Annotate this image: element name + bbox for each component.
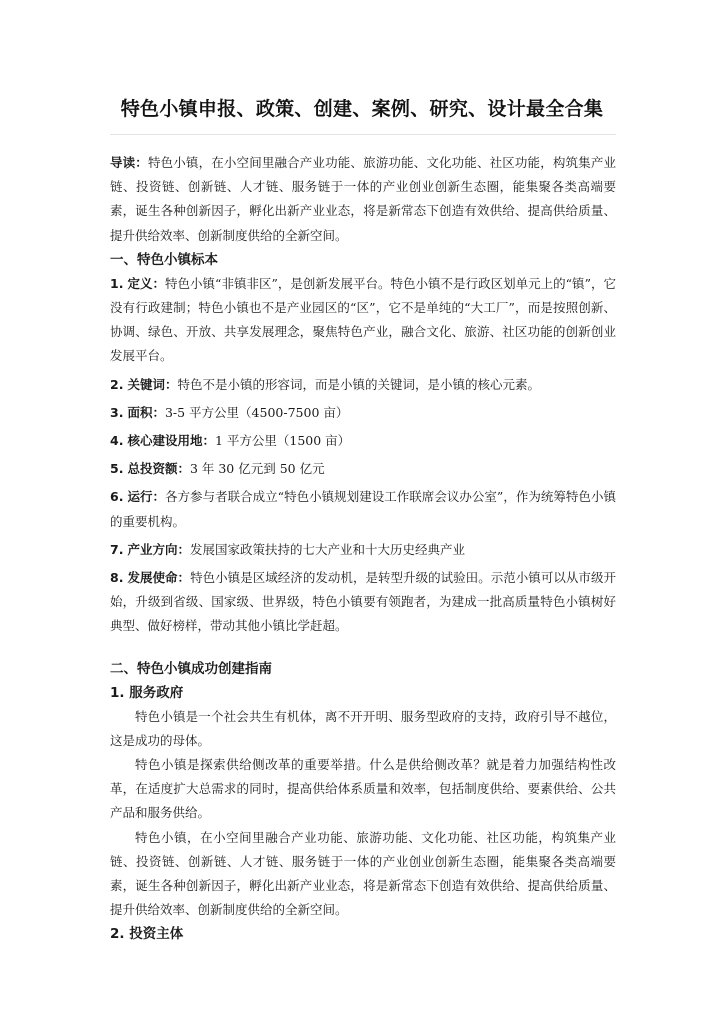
- item-text: 发展国家政策扶持的七大产业和十大历史经典产业: [189, 541, 465, 557]
- item-label: 运行：: [127, 489, 166, 505]
- item-label: 面积：: [127, 404, 165, 420]
- item-text: 1 平方公里（1500 亩）: [214, 433, 351, 449]
- item-text: 特色小镇“非镇非区”，是创新发展平台。特色小镇不是行政区划单元上的“镇”，它没有行政建制；特色小镇也不是产业园区的“区”，它不是单纯的“大工厂”，而是按照创新、协调、绿色、开放、共享发展理念，聚焦特色产业，融合文化、旅游、社区功能的创新创业发展平台。: [110, 275, 616, 364]
- item-number: 5.: [110, 461, 124, 477]
- item-number: 3.: [110, 404, 124, 420]
- list-item: [110, 566, 616, 639]
- list-item: [110, 373, 616, 397]
- item-number: 7.: [110, 541, 124, 557]
- item-text: 特色小镇是区域经济的发动机，是转型升级的试验田。示范小镇可以从市级开始，升级到省级、国家级、世界级，特色小镇要有领跑者，为建成一批高质量特色小镇树好典型、做好榜样，带动其他小镇比学赶超。: [110, 570, 616, 634]
- item-label: 总投资额：: [127, 461, 190, 477]
- intro-text: 特色小镇，在小空间里融合产业功能、旅游功能、文化功能、社区功能，构筑集产业链、投资链、创新链、人才链、服务链于一体的产业创业创新生态圈，能集聚各类高端要素，诞生各种创新因子，孵化出新产业业态，将是新常态下创造有效供给、提高供给质量、提升供给效率、创新制度供给的全新空间。: [110, 155, 616, 243]
- item-text: 各方参与者联合成立“特色小镇规划建设工作联席会议办公室”，作为统筹特色小镇的重要机构。: [110, 489, 616, 529]
- item-label: 核心建设用地：: [127, 433, 215, 449]
- subsection-1-heading: 1. 服务政府: [110, 684, 184, 701]
- item-number: 1.: [110, 275, 124, 291]
- list-item: [110, 538, 616, 562]
- item-text: 3 年 30 亿元到 50 亿元: [189, 461, 325, 477]
- document-title: 特色小镇申报、政策、创建、案例、研究、设计最全合集: [120, 98, 604, 120]
- item-number: 2.: [110, 376, 124, 392]
- title-divider: [110, 134, 616, 135]
- body-paragraph: 特色小镇是探索供给侧改革的重要举措。什么是供给侧改革？就是着力加强结构性改革，在适度扩大总需求的同时，提高供给体系质量和效率，包括制度供给、要素供给、公共产品和服务供给。: [110, 757, 616, 821]
- list-item: [110, 485, 616, 533]
- body-paragraph: 特色小镇，在小空间里融合产业功能、旅游功能、文化功能、社区功能，构筑集产业链、投资链、创新链、人才链、服务链于一体的产业创业创新生态圈，能集聚各类高端要素，诞生各种创新因子，孵化出新产业业态，将是新常态下创造有效供给、提高供给质量、提升供给效率、创新制度供给的全新空间。: [110, 829, 616, 918]
- item-label: 发展使命：: [127, 570, 191, 586]
- item-label: 产业方向：: [127, 541, 190, 557]
- list-item: [110, 401, 616, 425]
- item-label: 关键词：: [127, 376, 178, 392]
- item-number: 6.: [110, 489, 124, 505]
- subsection-2-heading: 2. 投资主体: [110, 926, 184, 943]
- item-text: 特色不是小镇的形容词，而是小镇的关键词，是小镇的核心元素。: [177, 376, 540, 392]
- intro-paragraph: [110, 151, 616, 248]
- body-paragraph: 特色小镇是一个社会共生有机体，离不开开明、服务型政府的支持，政府引导不越位，这是成功的母体。: [110, 708, 616, 748]
- item-number: 4.: [110, 433, 124, 449]
- item-label: 定义：: [127, 275, 165, 291]
- section-2-heading: 二、特色小镇成功创建指南: [110, 660, 272, 677]
- list-item: [110, 457, 616, 481]
- intro-label: 导读：: [110, 155, 148, 170]
- section-spacer: [110, 639, 616, 657]
- item-text: 3-5 平方公里（4500-7500 亩）: [164, 404, 349, 420]
- list-item: [110, 272, 616, 369]
- document-body: [110, 151, 616, 946]
- section-1-heading: 一、特色小镇标本: [110, 251, 218, 268]
- item-number: 8.: [110, 570, 124, 586]
- list-item: [110, 429, 616, 453]
